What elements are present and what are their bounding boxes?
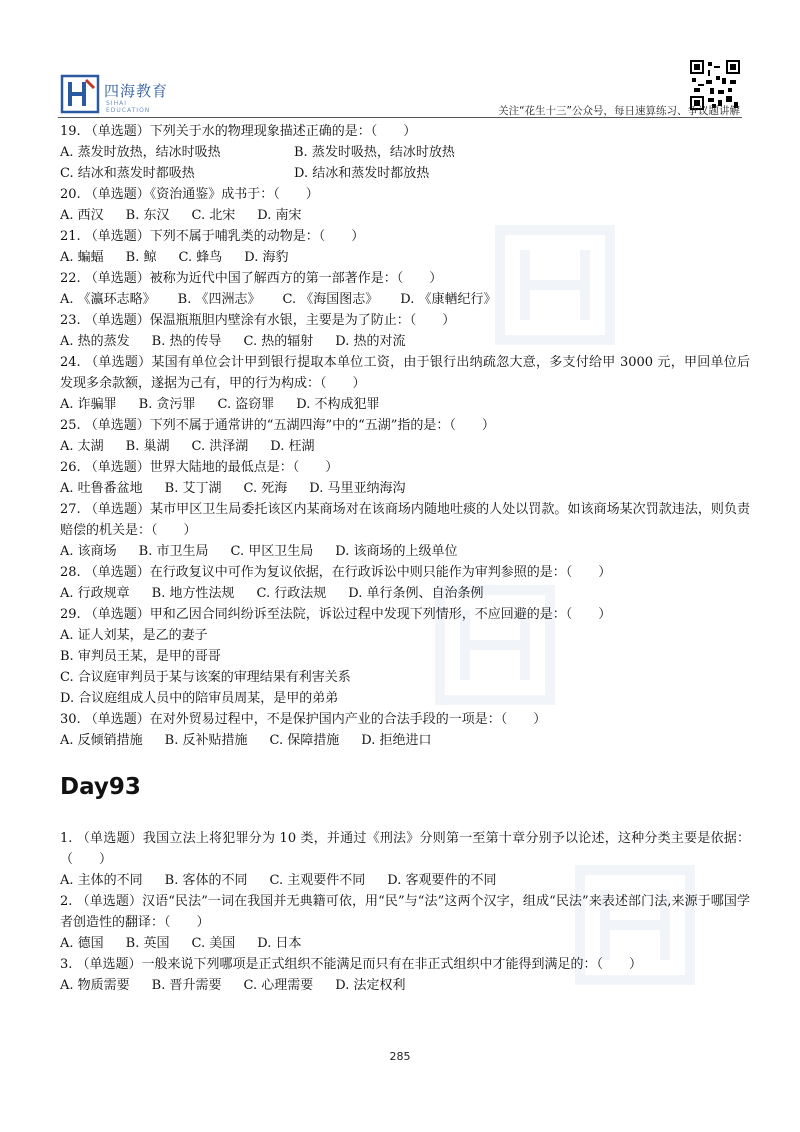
logo-text: 四海教育 [104,82,169,100]
answer-option: D. 马里亚纳海沟 [309,481,406,496]
answer-option: C. 《海国图志》 [282,292,379,307]
option-row [60,331,750,352]
answer-option: C. 合议庭审判员于某与该案的审理结果有利害关系 [60,670,351,685]
question-stem: 24. （单选题）某国有单位会计甲到银行提取本单位工资，由于银行出纳疏忽大意，多支付给甲 3000 元，甲回单位后发现多余款额，遂据为己有，甲的行为构成：（ ） [60,355,750,391]
answer-option: B. 鲸 [125,250,157,265]
answer-option: C. 美国 [191,936,236,951]
logo-mark-icon [60,74,100,114]
answer-option: B. 审判员王某，是甲的哥哥 [60,649,221,664]
question-stem: 26. （单选题）世界大陆地的最低点是：（ ） [60,460,339,475]
answer-option: D. 该商场的上级单位 [335,544,458,559]
questions-section-1 [60,121,750,751]
option-row [60,394,750,415]
question-stem: 21. （单选题）下列不属于哺乳类的动物是：（ ） [60,229,365,244]
question-stem: 25. （单选题）下列不属于通常讲的“五湖四海”中的“五湖”指的是：（ ） [60,418,495,433]
logo-subtitle: SIHAI EDUCATION [106,100,151,114]
answer-option: C. 蜂鸟 [178,250,223,265]
answer-option: A. 主体的不同 [60,873,143,888]
question-stem: 23. （单选题）保温瓶瓶胆内壁涂有水银，主要是为了防止：（ ） [60,313,456,328]
answer-option: D. 南宋 [257,208,302,223]
answer-option: B. 东汉 [125,208,170,223]
page-header [0,0,800,118]
answer-option: C. 洪泽湖 [191,439,249,454]
answer-option: B. 英国 [125,936,170,951]
answer-option: A. 西汉 [60,208,104,223]
option-row [60,975,750,996]
option-row [60,646,750,667]
answer-option: A. 证人刘某，是乙的妻子 [60,628,208,643]
option-row [60,289,750,310]
option-row [60,933,750,954]
answer-option: B. 反补贴措施 [164,733,248,748]
question-stem: 1. （单选题）我国立法上将犯罪分为 10 类，并通过《刑法》分则第一至第十章分别予以论述，这种分类主要是依据：（ ） [60,831,750,867]
answer-option: A. 反倾销措施 [60,733,143,748]
answer-option: D. 合议庭组成人员中的陪审员周某，是甲的弟弟 [60,691,339,706]
answer-option: A. 诈骗罪 [60,397,117,412]
answer-option: C. 盗窃罪 [217,397,275,412]
question-stem: 19. （单选题）下列关于水的物理现象描述正确的是：（ ） [60,124,417,139]
question-stem: 28. （单选题）在行政复议中可作为复议依据，在行政诉讼中则只能作为审判参照的是：（ ） [60,565,612,580]
answer-option: D. 客观要件的不同 [387,873,497,888]
option-row [60,870,750,891]
answer-option: D. 结冰和蒸发时都放热 [294,166,430,181]
answer-option: A. 物质需要 [60,978,130,993]
answer-option: D. 法定权利 [335,978,406,993]
answer-option: D. 单行条例、自治条例 [348,586,484,601]
brand-logo [60,74,170,116]
day-heading: Day93 [60,774,141,800]
answer-option: A. 该商场 [60,544,117,559]
header-note: 关注“花生十三”公众号，每日速算练习、争议题讲解 [498,105,740,117]
answer-option: B. 晋升需要 [151,978,222,993]
question-stem: 27. （单选题）某市甲区卫生局委托该区内某商场对在该商场内随地吐痰的人处以罚款。如该商场某次罚款违法，则负责赔偿的机关是：（ ） [60,502,750,538]
answer-option: C. 心理需要 [243,978,314,993]
option-row [60,667,750,688]
answer-option: A. 《瀛环志略》 [60,292,156,307]
question-stem: 20. （单选题）《资治通鉴》成书于：（ ） [60,187,319,202]
answer-option: B. 蒸发时吸热，结冰时放热 [294,145,455,160]
answer-option: D. 不构成犯罪 [296,397,380,412]
answer-option: C. 死海 [243,481,288,496]
answer-option: B. 客体的不同 [164,873,248,888]
option-row [60,541,750,562]
answer-option: A. 热的蒸发 [60,334,130,349]
option-row [60,688,750,709]
answer-option: B. 贪污罪 [138,397,196,412]
questions-section-2 [60,828,750,996]
answer-option: A. 蒸发时放热，结冰时吸热 [60,145,221,160]
answer-option: C. 保障措施 [269,733,340,748]
question-stem: 22. （单选题）被称为近代中国了解西方的第一部著作是：（ ） [60,271,443,286]
answer-option: D. 热的对流 [335,334,406,349]
answer-option: C. 热的辐射 [243,334,314,349]
answer-option: D. 枉湖 [270,439,315,454]
option-row [60,163,750,184]
answer-option: C. 北宋 [191,208,236,223]
option-row [60,247,750,268]
question-stem: 29. （单选题）甲和乙因合同纠纷诉至法院，诉讼过程中发现下列情形，不应回避的是：（ ） [60,607,612,622]
question-stem: 30. （单选题）在对外贸易过程中，不是保护国内产业的合法手段的一项是：（ ） [60,712,547,727]
option-row [60,583,750,604]
answer-option: D. 拒绝进口 [361,733,432,748]
option-row [60,205,750,226]
answer-option: A. 行政规章 [60,586,130,601]
question-stem: 2. （单选题）汉语“民法”一词在我国并无典籍可依，用“民”与“法”这两个汉字，组成“民法”来表述部门法,来源于哪国学者创造性的翻译：（ ） [60,894,750,930]
answer-option: A. 吐鲁番盆地 [60,481,143,496]
answer-option: C. 甲区卫生局 [230,544,314,559]
answer-option: C. 行政法规 [256,586,327,601]
answer-option: D. 《康輶纪行》 [400,292,497,307]
answer-option: B. 艾丁湖 [164,481,222,496]
answer-option: D. 海豹 [244,250,289,265]
answer-option: A. 太湖 [60,439,104,454]
answer-option: B. 地方性法规 [151,586,235,601]
option-row [60,436,750,457]
question-stem: 3. （单选题）一般来说下列哪项是正式组织不能满足而只有在非正式组织中才能得到满足的：（ ） [60,957,643,972]
option-row [60,142,750,163]
page-number: 285 [389,1050,411,1063]
option-row [60,730,750,751]
answer-option: C. 主观要件不同 [269,873,366,888]
answer-option: C. 结冰和蒸发时都吸热 [60,166,195,181]
header-divider [58,117,742,118]
answer-option: A. 蝙蝠 [60,250,104,265]
answer-option: A. 德国 [60,936,104,951]
option-row [60,478,750,499]
answer-option: B. 市卫生局 [138,544,209,559]
answer-option: D. 日本 [257,936,302,951]
option-row [60,625,750,646]
answer-option: B. 《四洲志》 [177,292,261,307]
answer-option: B. 热的传导 [151,334,222,349]
answer-option: B. 巢湖 [125,439,170,454]
